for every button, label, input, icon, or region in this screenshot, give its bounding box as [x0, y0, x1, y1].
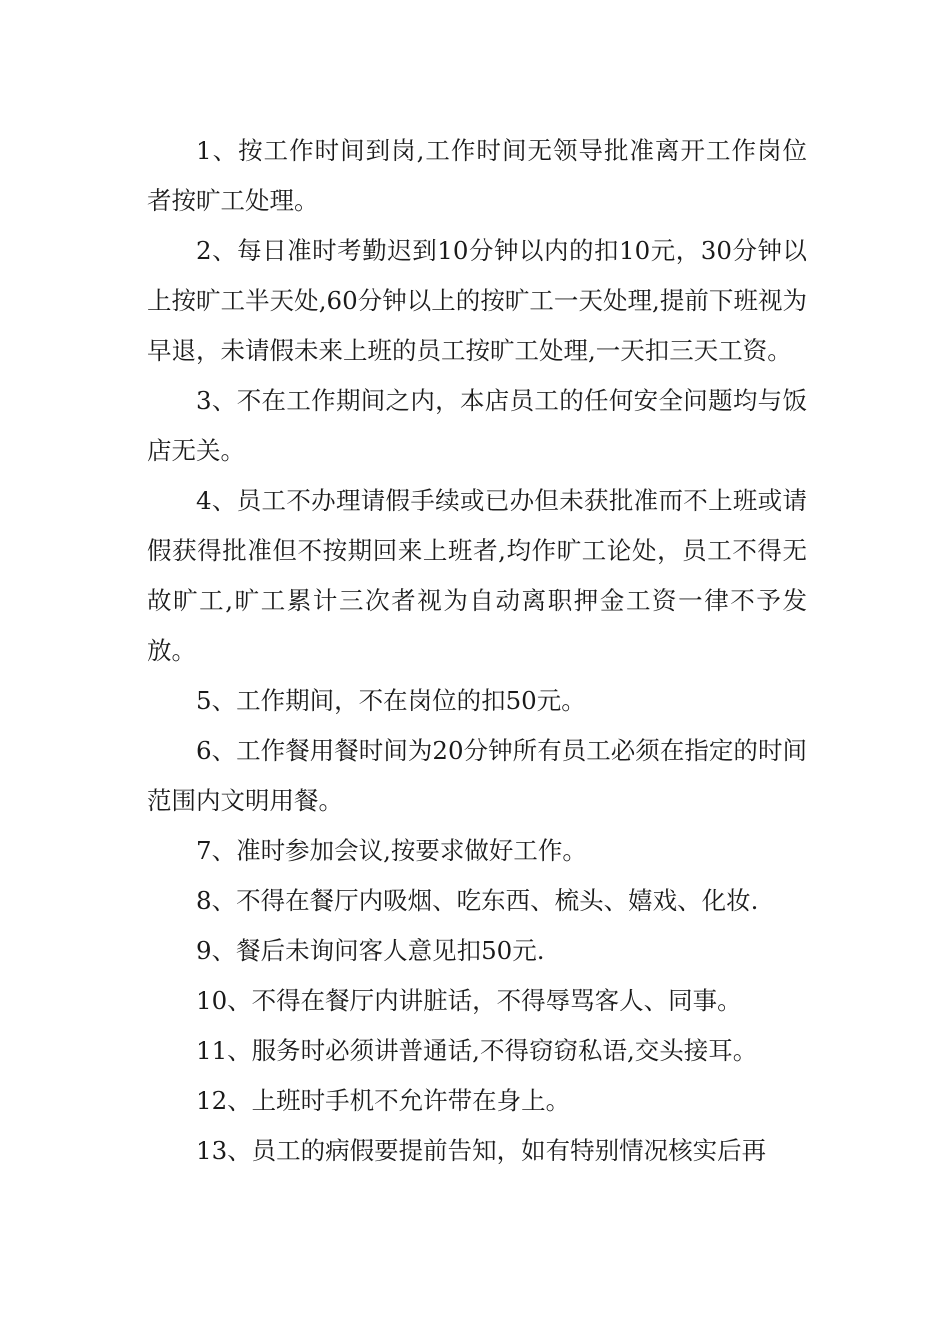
rule-paragraph-3: 3、不在工作期间之内，本店员工的任何安全问题均与饭店无关。: [147, 386, 807, 465]
rule-paragraph-8: 8、不得在餐厅内吸烟、吃东西、梳头、嬉戏、化妆.: [196, 886, 759, 915]
rule-paragraph-2: 2、每日准时考勤迟到10分钟以内的扣10元，30分钟以上按旷工半天处,60分钟以上的按旷工一天处理,提前下班视为早退，未请假未来上班的员工按旷工处理,一天扣三天工资。: [147, 236, 807, 365]
rule-paragraph-13: 13、员工的病假要提前告知，如有特别情况核实后再: [196, 1136, 767, 1165]
rule-paragraph-7: 7、准时参加会议,按要求做好工作。: [196, 836, 587, 865]
rule-paragraph-4: 4、员工不办理请假手续或已办但未获批准而不上班或请假获得批准但不按期回来上班者,均作旷工论处，员工不得无故旷工,旷工累计三次者视为自动离职押金工资一律不予发放。: [147, 486, 807, 665]
rule-paragraph-11: 11、服务时必须讲普通话,不得窃窃私语,交头接耳。: [196, 1036, 758, 1065]
rule-paragraph-9: 9、餐后未询问客人意见扣50元.: [196, 936, 545, 965]
rule-paragraph-1: 1、按工作时间到岗,工作时间无领导批准离开工作岗位者按旷工处理。: [147, 136, 807, 215]
rule-paragraph-10: 10、不得在餐厅内讲脏话，不得辱骂客人、同事。: [196, 986, 742, 1015]
rule-paragraph-5: 5、工作期间，不在岗位的扣50元。: [196, 686, 586, 715]
rule-paragraph-12: 12、上班时手机不允许带在身上。: [196, 1086, 571, 1115]
rules-text-block: [147, 126, 807, 1176]
rule-paragraph-6: 6、工作餐用餐时间为20分钟所有员工必须在指定的时间范围内文明用餐。: [147, 736, 807, 815]
